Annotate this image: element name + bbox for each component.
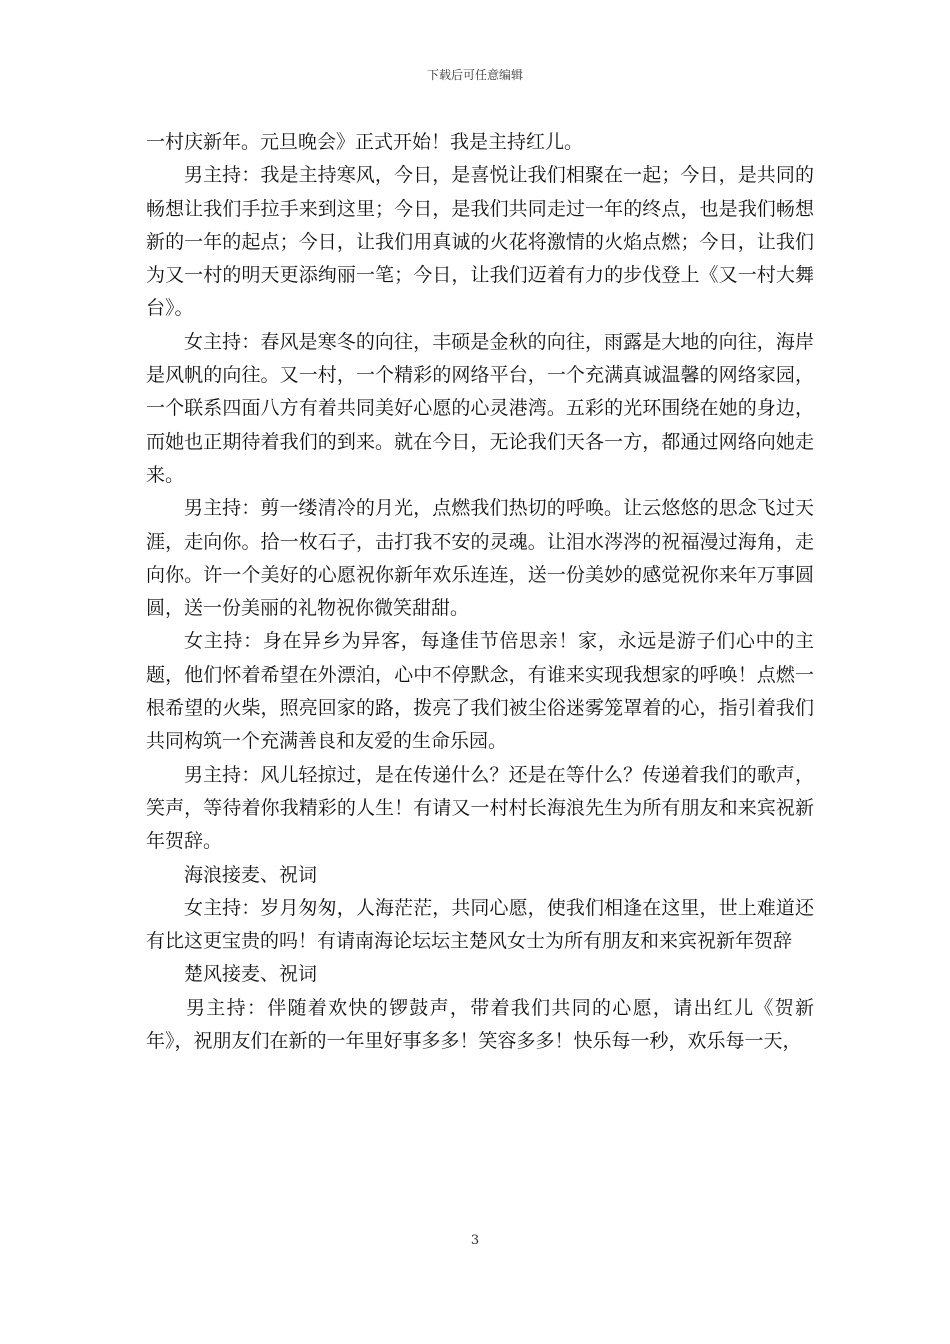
paragraph-male-host-3: 男主持：风儿轻掠过，是在传递什么？还是在等什么？传递着我们的歌声，笑声，等待着你我精彩的人生！有请又一村村长海浪先生为所有朋友和来宾祝新年贺辞。 [146, 763, 814, 853]
paragraph-female-host-2: 女主持：身在异乡为异客，每逢佳节倍思亲！家，永远是游子们心中的主题，他们怀着希望在外漂泊，心中不停默念，有谁来实现我想家的呼唤！点燃一根希望的火柴，照亮回家的路，拨亮了我们被尘俗迷雾笼罩着的心，指引着我们共同构筑一个充满善良和友爱的生命乐园。 [146, 630, 814, 753]
paragraph-female-host-1: 女主持：春风是寒冬的向往，丰硕是金秋的向往，雨露是大地的向往，海岸是风帆的向往。又一村，一个精彩的网络平台，一个充满真诚温馨的网络家园，一个联系四面八方有着共同美好心愿的心灵港湾。五彩的光环围绕在她的身边，而她也正期待着我们的到来。就在今日，无论我们天各一方，都通过网络向她走来。 [146, 330, 814, 486]
paragraph-female-host-3: 女主持：岁月匆匆，人海茫茫，共同心愿，使我们相逢在这里，世上难道还有比这更宝贵的吗！有请南海论坛坛主楚风女士为所有朋友和来宾祝新年贺辞 [146, 896, 814, 953]
paragraph-male-host-1: 男主持：我是主持寒风，今日，是喜悦让我们相聚在一起；今日，是共同的畅想让我们手拉手来到这里；今日，是我们共同走过一年的终点，也是我们畅想新的一年的起点；今日，让我们用真诚的火花将激情的火焰点燃；今日，让我们为又一村的明天更添绚丽一笔；今日，让我们迈着有力的步伐登上《又一村大舞台》。 [146, 164, 814, 320]
page-number: 3 [470, 1233, 480, 1248]
paragraph-male-host-4: 男主持：伴随着欢快的锣鼓声，带着我们共同的心愿，请出红儿《贺新年》，祝朋友们在新的一年里好事多多！笑容多多！快乐每一秒，欢乐每一天， [146, 996, 814, 1053]
page-header: 下载后可任意编辑 [426, 68, 523, 82]
document-body [146, 126, 814, 1058]
paragraph-male-host-2: 男主持：剪一缕清冷的月光，点燃我们热切的呼唤。让云悠悠的思念飞过天涯，走向你。拾一枚石子，击打我不安的灵魂。让泪水涔涔的祝福漫过海角，走向你。许一个美好的心愿祝你新年欢乐连连，送一份美妙的感觉祝你来年万事圆圆，送一份美丽的礼物祝你微笑甜甜。 [146, 497, 814, 620]
stage-direction-hailang: 海浪接麦、祝词 [184, 863, 318, 886]
paragraph-opening-continuation: 一村庆新年。元旦晚会》正式开始！我是主持红儿。 [146, 131, 584, 153]
stage-direction-chufeng: 楚风接麦、祝词 [184, 963, 318, 986]
